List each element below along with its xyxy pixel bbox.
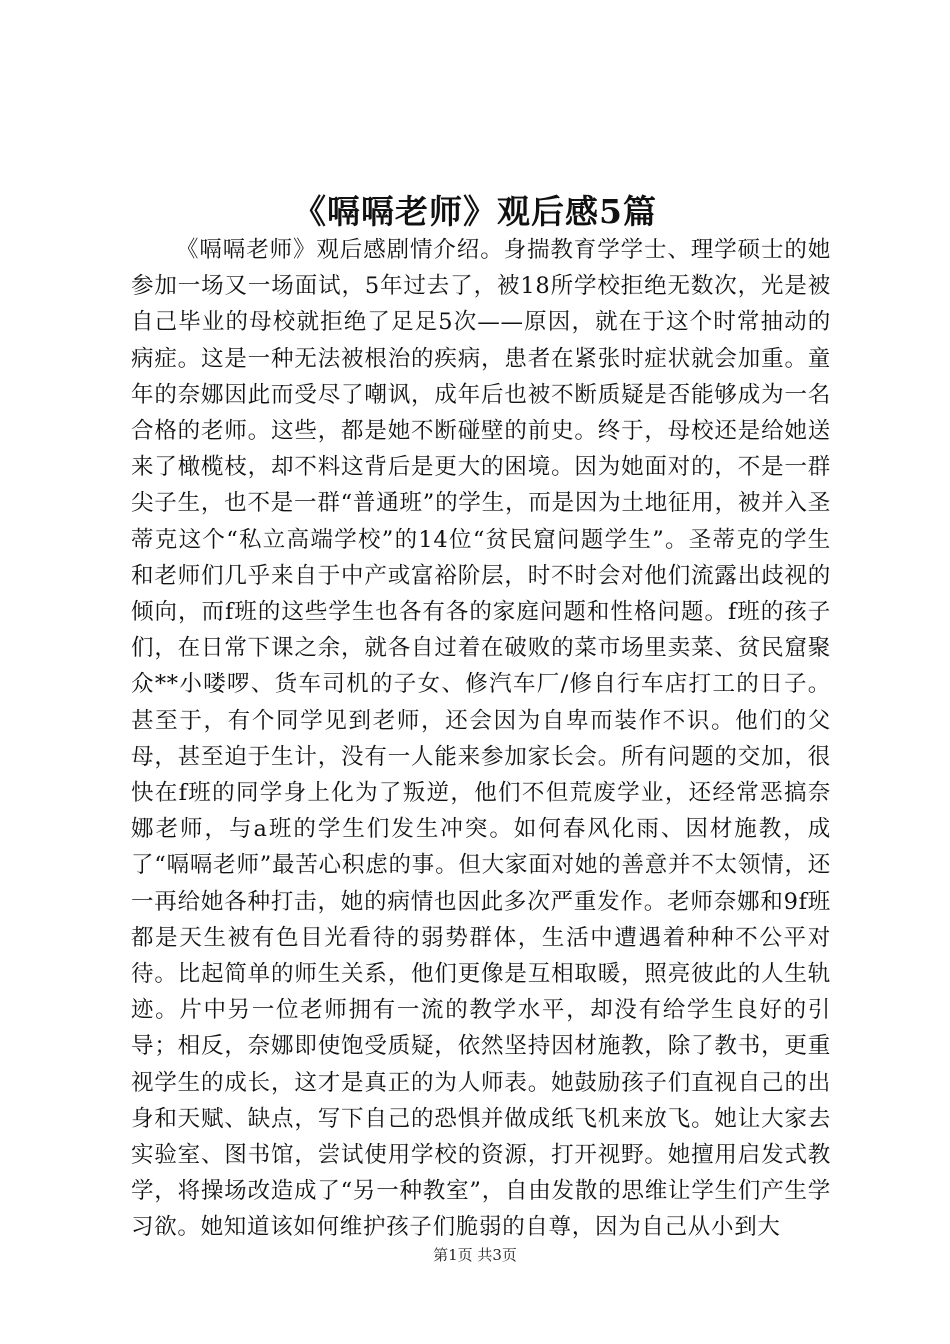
body-paragraph: 《嗝嗝老师》观后感剧情介绍。身揣教育学学士、理学硕士的她参加一场又一场面试，5年过去了，被18所学校拒绝无数次，光是被自己毕业的母校就拒绝了足足5次——原因，就在于这个时常抽动的病症。这是一种无法被根治的疾病，患者在紧张时症状就会加重。童年的奈娜因此而受尽了嘲讽，成年后也被不断质疑是否能够成为一名合格的老师。这些，都是她不断碰壁的前史。终于，母校还是给她送来了橄榄枝，却不料这背后是更大的困境。因为她面对的，不是一群尖子生，也不是一群“普通班”的学生，而是因为土地征用，被并入圣蒂克这个“私立高端学校”的14位“贫民窟问题学生”。圣蒂克的学生和老师们几乎来自于中产或富裕阶层，时不时会对他们流露出歧视的倾向，而f班的这些学生也各有各的家庭问题和性格问题。f班的孩子们，在日常下课之余，就各自过着在破败的菜市场里卖菜、贫民窟聚众**小喽啰、货车司机的子女、修汽车厂/修自行车店打工的日子。甚至于，有个同学见到老师，还会因为自卑而装作不识。他们的父母，甚至迫于生计，没有一人能来参加家长会。所有问题的交加，很快在f班的同学身上化为了叛逆，他们不但荒废学业，还经常恶搞奈娜老师，与a班的学生们发生冲突。如何春风化雨、因材施教，成了“嗝嗝老师”最苦心积虑的事。但大家面对她的善意并不太领情，还一再给她各种打击，她的病情也因此多次严重发作。老师奈娜和9f班都是天生被有色目光看待的弱势群体，生活中遭遇着种种不公平对待。比起简单的师生关系，他们更像是互相取暖，照亮彼此的人生轨迹。片中另一位老师拥有一流的教学水平，却没有给学生良好的引导；相反，奈娜即使饱受质疑，依然坚持因材施教，除了教书，更重视学生的成长，这才是真正的为人师表。她鼓励孩子们直视自己的出身和天赋、缺点，写下自己的恐惧并做成纸飞机来放飞。她让大家去实验室、图书馆，尝试使用学校的资源，打开视野。她擅用启发式教学，将操场改造成了“另一种教室”，自由发散的思维让学生们产生学习欲。她知道该如何维护孩子们脆弱的自尊，因为自己从小到大 [131,237,831,1241]
page-footer: 第1页 共3页 [433,1246,517,1264]
document-title: 《嗝嗝老师》观后感5篇 [293,192,657,231]
